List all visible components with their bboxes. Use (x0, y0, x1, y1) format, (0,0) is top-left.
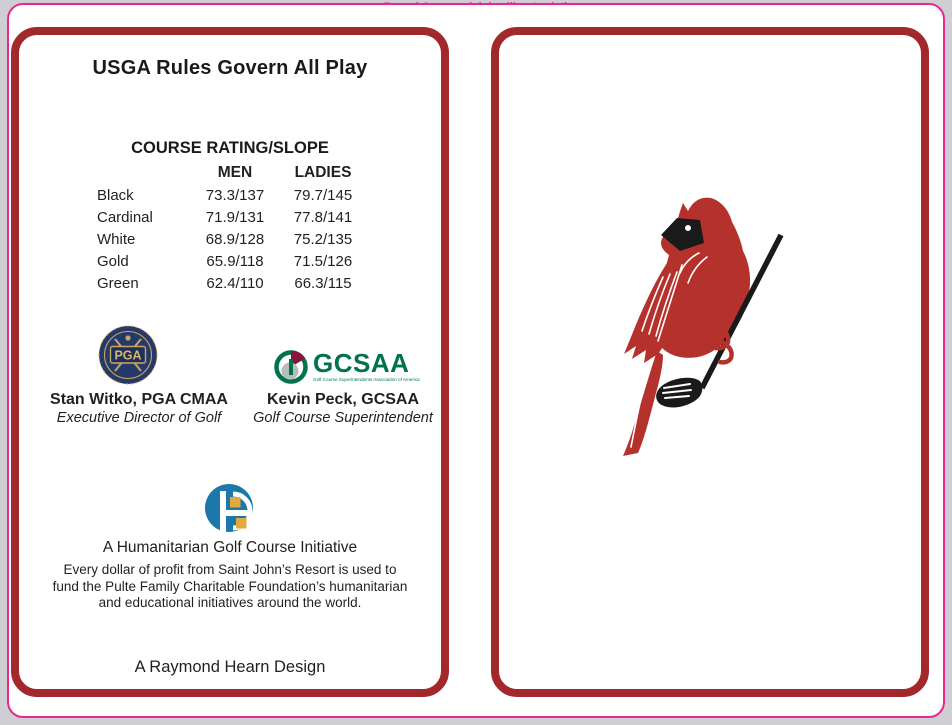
designer-credit: A Raymond Hearn Design (134, 658, 326, 676)
humanitarian-body (19, 562, 441, 612)
staff-name: Stan Witko, PGA CMAA (50, 391, 228, 408)
table-row (97, 184, 368, 206)
ladies-rating: 77.8/141 (293, 208, 353, 226)
ladies-rating: 71.5/126 (293, 252, 353, 270)
table-row (97, 250, 368, 272)
tee-name: White (97, 230, 136, 248)
gcsaa-mark-icon (273, 348, 310, 386)
ladies-rating: 66.3/115 (294, 274, 352, 292)
ladies-rating: 79.7/145 (293, 186, 353, 204)
gcsaa-acronym: GCSAA (313, 348, 410, 378)
men-rating: 65.9/118 (206, 252, 264, 270)
table-row (97, 272, 368, 294)
scorecard-cover-panel (491, 27, 929, 697)
course-rating-title: COURSE RATING/SLOPE (131, 139, 329, 157)
cardinal-golf-club-illustration (603, 195, 798, 463)
humanitarian-heading: A Humanitarian Golf Course Initiative (102, 539, 358, 556)
table-row (97, 206, 368, 228)
men-rating: 68.9/128 (205, 230, 265, 248)
table-row (97, 228, 368, 250)
column-header-men: MEN (217, 164, 253, 181)
tee-name: Black (97, 186, 134, 204)
pga-monogram: PGA (114, 348, 142, 363)
staff-title: Executive Director of Golf (56, 410, 222, 426)
column-header-ladies: LADIES (294, 164, 352, 181)
staff-credit-director (25, 391, 253, 426)
staff-title: Golf Course Superintendent (253, 410, 433, 426)
gcsaa-tagline: Golf Course Superintendents Association of America (313, 377, 420, 382)
men-rating: 62.4/110 (206, 274, 264, 292)
ladies-rating: 75.2/135 (293, 230, 353, 248)
tee-name: Cardinal (97, 208, 153, 226)
scorecard-back-panel (11, 27, 449, 697)
staff-name: Kevin Peck, GCSAA (266, 391, 420, 408)
humanitarian-line: Every dollar of profit from Saint John’s Resort is used to (63, 562, 397, 577)
humanitarian-line: and educational initiatives around the world. (98, 595, 362, 610)
foundation-logo-icon (203, 482, 255, 542)
tee-name: Gold (97, 252, 129, 270)
pga-seal-icon (94, 325, 162, 387)
men-rating: 71.9/131 (205, 208, 265, 226)
humanitarian-line: fund the Pulte Family Charitable Foundation’s humanitarian (52, 578, 408, 594)
gcsaa-logo (273, 348, 449, 386)
usga-rules-heading: USGA Rules Govern All Play (92, 57, 368, 79)
men-rating: 73.3/137 (205, 186, 265, 204)
course-rating-table (97, 162, 368, 294)
staff-credit-superintendent (241, 391, 445, 426)
tee-name: Green (97, 274, 139, 292)
